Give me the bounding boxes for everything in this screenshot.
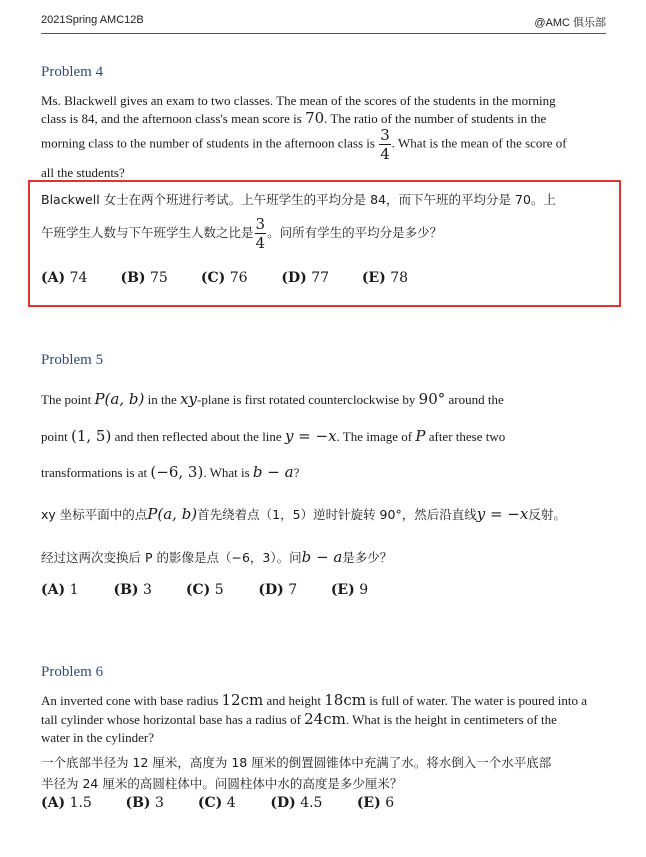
problem-4-en-line-4: all the students?: [41, 165, 125, 180]
problem-5-zh-line-2: 经过这两次变换后 P 的影像是点（−6，3）。问b − a是多少？: [41, 548, 393, 566]
header-left: 2021Spring AMC12B: [41, 14, 144, 26]
choice-b: (B) 3: [125, 795, 164, 811]
choice-d: (D) 4.5: [270, 795, 323, 811]
choice-d: (D) 77: [281, 270, 330, 286]
choice-e: (E) 9: [330, 582, 369, 598]
problem-4-en-line-1: Ms. Blackwell gives an exam to two classes. The mean of the scores of the students in the morning: [41, 93, 556, 108]
fraction: $\frac{3}{4}$: [380, 126, 390, 163]
problem-4-zh-line-1: Blackwell 女士在两个班进行考试。上午班学生的平均分是 84，而下午班的平均分是 70。上: [41, 192, 556, 207]
choice-c: (C) 76: [200, 270, 248, 286]
choice-b: (B) 3: [113, 582, 152, 598]
problem-4-title: Problem 4: [41, 64, 104, 80]
page-header: [41, 14, 606, 34]
header-right: @AMC 俱乐部: [534, 17, 606, 29]
header-rule: [41, 33, 606, 34]
choice-d: (D) 7: [258, 582, 298, 598]
choice-c: (C) 4: [197, 795, 236, 811]
choice-b: (B) 75: [120, 270, 168, 286]
choice-a: (A) 1: [41, 582, 79, 598]
choice-e: (E) 78: [361, 270, 409, 286]
choice-a: (A) 74: [41, 270, 88, 286]
problem-4-en-line-2: class is 84, and the afternoon class's mean score is 70. The ratio of the number of students in the: [41, 109, 547, 127]
problem-5-en-line-3: transformations is at (−6, 3). What is b − a?: [41, 463, 300, 481]
fraction: $\frac{3}{4}$: [255, 215, 266, 252]
problem-4-en-line-3: morning class to the number of students in the afternoon class is $\frac{3}{4}$ . What is the mean of the score of: [41, 126, 567, 163]
choice-a: (A) 1.5: [41, 795, 92, 811]
problem-6-en-line-1: An inverted cone with base radius 12cm and height 18cm is full of water. The water is poured into a: [41, 691, 588, 709]
problem-6-choices: [41, 795, 394, 811]
problem-6-en-line-3: water in the cylinder?: [41, 730, 154, 745]
problem-4-zh-line-2: 午班学生人数与下午班学生人数之比是 $\frac{3}{4}$ 。问所有学生的平均分是多少？: [41, 215, 443, 252]
problem-5-choices: [41, 582, 368, 598]
problem-6-en-line-2: tall cylinder whose horizontal base has a radius of 24cm. What is the height in centimeters of the: [41, 710, 557, 728]
problem-6-zh-line-1: 一个底部半径为 12 厘米，高度为 18 厘米的倒置圆锥体中充满了水。将水倒入一个水平底部: [41, 755, 552, 770]
problem-4-choices: [41, 270, 408, 286]
choice-e: (E) 6: [356, 795, 395, 811]
problem-5-title: Problem 5: [41, 352, 104, 368]
problem-5-en-line-1: The point P(a, b) in the xy-plane is first rotated counterclockwise by 90° around the: [41, 390, 504, 408]
problem-5-zh-line-1: xy 坐标平面中的点P(a, b)首先绕着点（1，5）逆时针旋转 90°，然后沿直线y = −x反射。: [41, 505, 566, 523]
problem-5-en-line-2: point (1, 5) and then reflected about the line y = −x. The image of P after these two: [41, 427, 506, 445]
problem-6-zh-line-2: 半径为 24 厘米的高圆柱体中。问圆柱体中水的高度是多少厘米？: [41, 776, 403, 791]
problem-6-title: Problem 6: [41, 664, 104, 680]
choice-c: (C) 5: [185, 582, 224, 598]
